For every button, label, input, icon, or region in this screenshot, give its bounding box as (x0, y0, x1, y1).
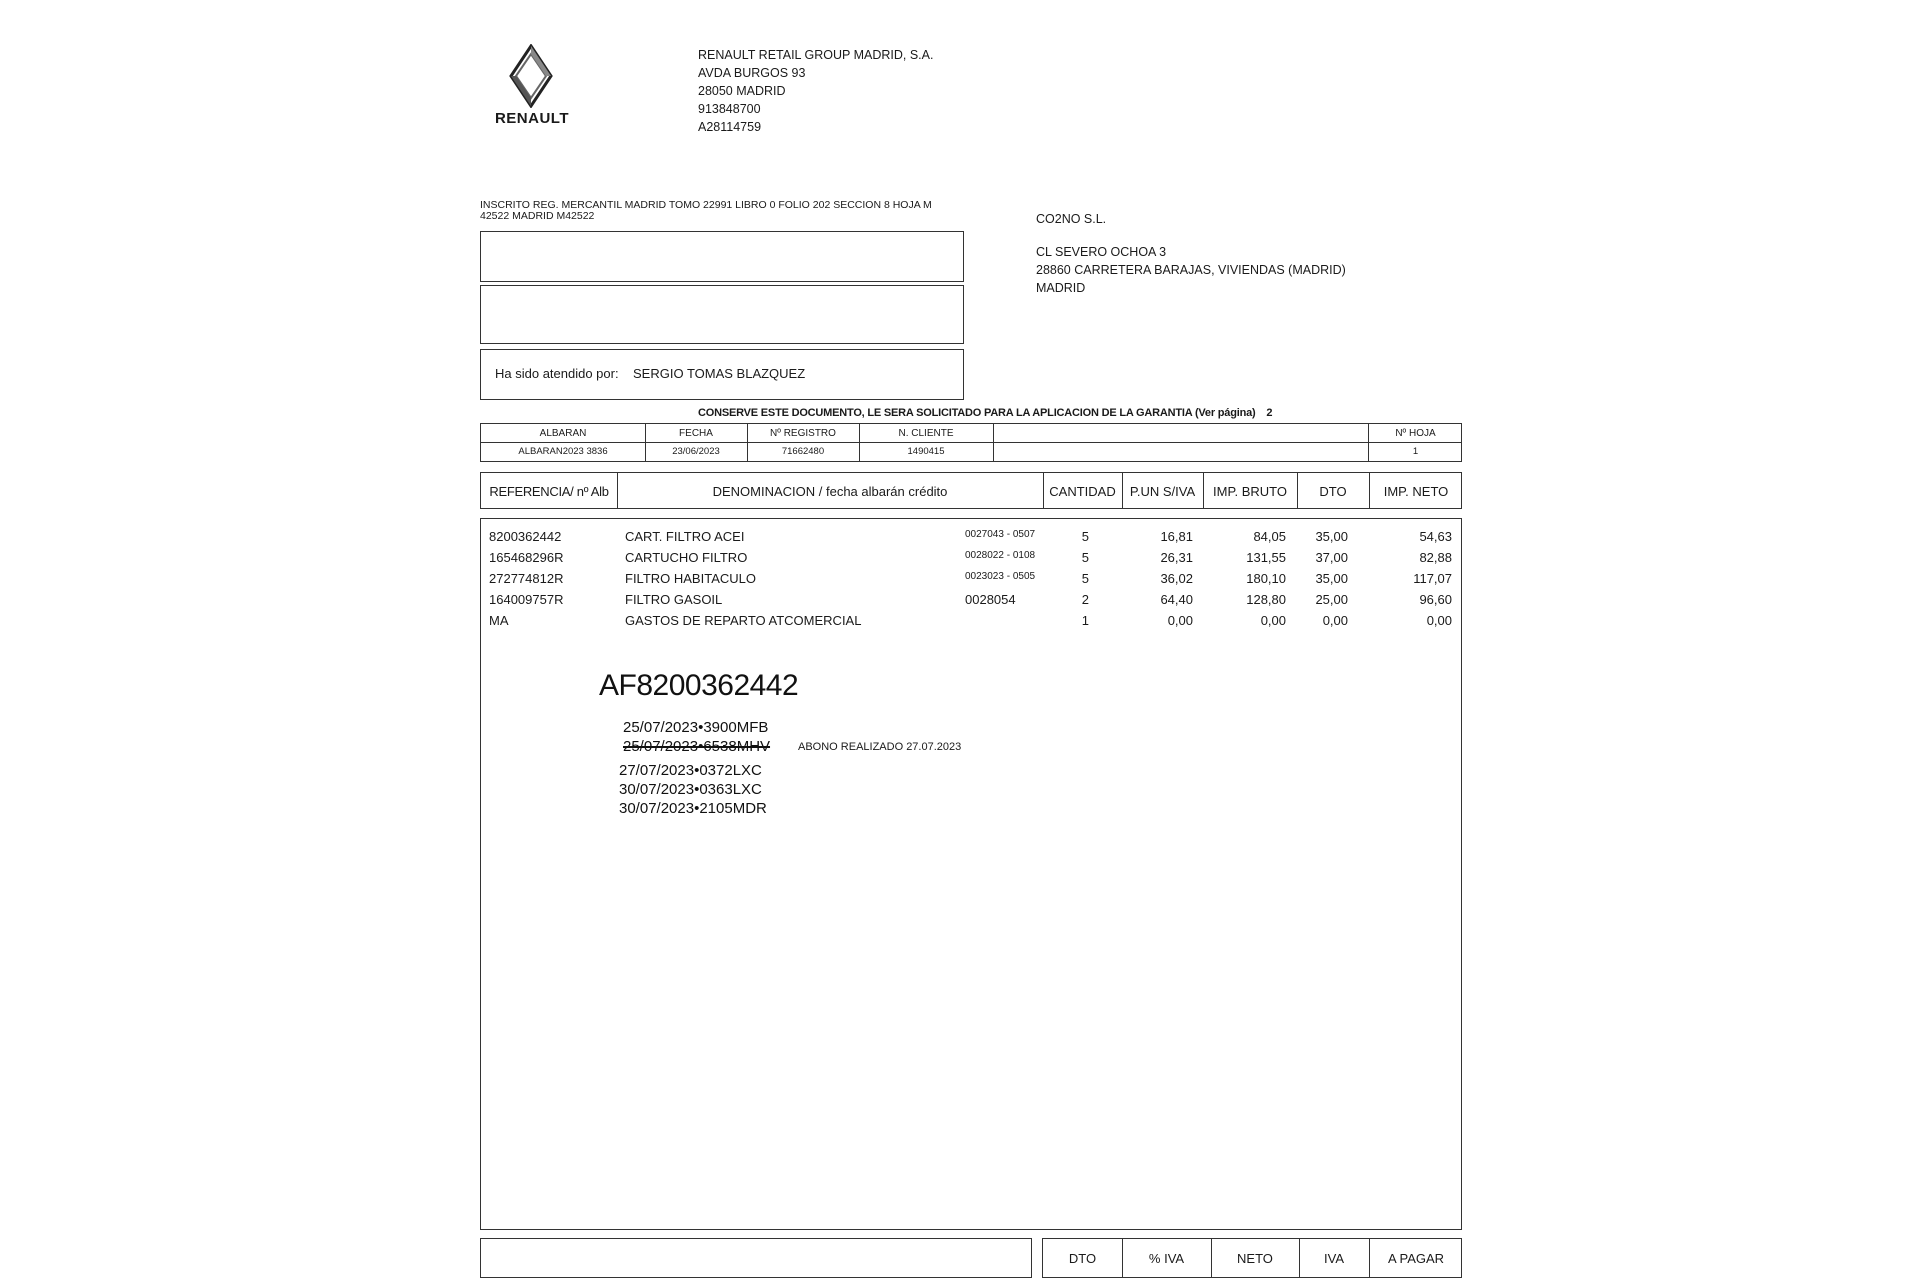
cell-gross: 180,10 (1246, 571, 1286, 586)
cell-gross: 131,55 (1246, 550, 1286, 565)
company-city: 28050 MADRID (698, 84, 786, 98)
cell-gross: 0,00 (1260, 613, 1286, 628)
doc-value-cliente: 1490415 (907, 446, 945, 457)
empty-box-1 (480, 231, 964, 282)
customer-street: CL SEVERO OCHOA 3 (1036, 245, 1167, 259)
attended-box (480, 349, 964, 400)
cell-alb: 0027043 - 0507 (965, 529, 1036, 540)
company-name: RENAULT RETAIL GROUP MADRID, S.A. (698, 48, 934, 62)
cell-disc: 0,00 (1322, 613, 1348, 628)
cell-alb: 0028054 (965, 592, 1016, 607)
customer-name: CO2NO S.L. (1036, 212, 1107, 226)
registry-line-1: INSCRITO REG. MERCANTIL MADRID TOMO 22991 LIBRO 0 FOLIO 202 SECCION 8 HOJA M (480, 199, 932, 211)
col-imp-bruto: IMP. BRUTO (1213, 484, 1287, 499)
notice-page: 2 (1266, 407, 1273, 419)
doc-info-table (480, 423, 1462, 462)
cell-net: 54,63 (1419, 529, 1452, 544)
registry-line-2: 42522 MADRID M42522 (480, 210, 595, 222)
cell-alb: 0023023 - 0505 (965, 571, 1036, 582)
totals-a-pagar: A PAGAR (1387, 1251, 1445, 1266)
cell-net: 0,00 (1426, 613, 1452, 628)
totals-iva-pct: % IVA (1148, 1251, 1185, 1266)
doc-value-fecha: 23/06/2023 (672, 446, 720, 457)
table-row (481, 592, 1461, 613)
col-referencia: REFERENCIA/ nº Alb (489, 484, 609, 499)
doc-header-fecha: FECHA (679, 428, 713, 439)
annotation-heading: AF8200362442 (599, 669, 799, 702)
cell-ref: 164009757R (489, 592, 564, 607)
attended-label: Ha sido atendido por: (495, 366, 619, 381)
cell-qty: 1 (1081, 613, 1089, 628)
col-imp-neto: IMP. NETO (1383, 484, 1449, 499)
cell-price: 0,00 (1167, 613, 1193, 628)
cell-net: 82,88 (1419, 550, 1452, 565)
doc-header-hoja: Nº HOJA (1395, 428, 1436, 439)
annotation-entry-3: 27/07/2023•0372LXC (619, 762, 762, 779)
totals-dto: DTO (1068, 1251, 1097, 1266)
col-cantidad: CANTIDAD (1049, 484, 1116, 499)
cell-price: 16,81 (1160, 529, 1193, 544)
cell-gross: 84,05 (1253, 529, 1286, 544)
cell-ref: 8200362442 (489, 529, 562, 544)
doc-value-albaran: ALBARAN2023 3836 (518, 446, 608, 457)
col-precio: P.UN S/IVA (1129, 484, 1196, 499)
customer-city: 28860 CARRETERA BARAJAS, VIVIENDAS (MADRID) (1036, 263, 1346, 277)
cell-alb: 0028022 - 0108 (965, 550, 1036, 561)
cell-ref: MA (489, 613, 509, 628)
observations-box (480, 1238, 1032, 1278)
cell-qty: 2 (1081, 592, 1089, 607)
empty-box-2 (480, 285, 964, 344)
cell-qty: 5 (1081, 529, 1089, 544)
company-cif: A28114759 (698, 120, 762, 134)
table-row (481, 550, 1461, 571)
col-dto: DTO (1319, 484, 1347, 499)
doc-header-albaran: ALBARAN (539, 428, 587, 439)
notice-text: CONSERVE ESTE DOCUMENTO, LE SERA SOLICITADO PARA LA APLICACION DE LA GARANTIA (Ver página) (698, 407, 1256, 419)
cell-net: 96,60 (1419, 592, 1452, 607)
cell-net: 117,07 (1413, 571, 1452, 586)
cell-disc: 35,00 (1315, 529, 1348, 544)
company-phone: 913848700 (698, 102, 761, 116)
cell-desc: GASTOS DE REPARTO ATCOMERCIAL (625, 613, 862, 628)
abono-note: ABONO REALIZADO 27.07.2023 (798, 741, 962, 753)
doc-value-hoja: 1 (1412, 446, 1419, 457)
cell-disc: 37,00 (1315, 550, 1348, 565)
table-row (481, 529, 1461, 550)
attended-name: SERGIO TOMAS BLAZQUEZ (633, 366, 806, 381)
cell-desc: FILTRO GASOIL (625, 592, 723, 607)
cell-disc: 25,00 (1315, 592, 1348, 607)
annotation-entry-4: 30/07/2023•0363LXC (619, 781, 762, 798)
col-denominacion: DENOMINACION / fecha albarán crédito (712, 484, 948, 499)
company-address: AVDA BURGOS 93 (698, 66, 806, 80)
renault-diamond-icon (496, 44, 566, 108)
table-row (481, 613, 1461, 634)
lines-table-body (480, 518, 1462, 1230)
guarantee-notice (698, 407, 1272, 419)
cell-ref: 272774812R (489, 571, 564, 586)
doc-value-registro: 71662480 (781, 446, 825, 457)
cell-price: 26,31 (1160, 550, 1193, 565)
totals-neto: NETO (1237, 1251, 1273, 1266)
doc-header-cliente: N. CLIENTE (898, 428, 954, 439)
annotation-entry-2: 25/07/2023•6538MHV (623, 738, 771, 755)
cell-qty: 5 (1081, 550, 1089, 565)
annotation-entry-5: 30/07/2023•2105MDR (619, 800, 767, 817)
totals-iva: IVA (1324, 1251, 1344, 1266)
cell-ref: 165468296R (489, 550, 564, 565)
cell-disc: 35,00 (1315, 571, 1348, 586)
brand-name: RENAULT (494, 110, 570, 127)
table-row (481, 571, 1461, 592)
cell-price: 36,02 (1160, 571, 1193, 586)
totals-table (1042, 1238, 1462, 1278)
annotation-entry-1: 25/07/2023•3900MFB (623, 719, 769, 736)
renault-logo (494, 44, 570, 127)
cell-desc: CART. FILTRO ACEI (625, 529, 745, 544)
cell-desc: FILTRO HABITACULO (625, 571, 756, 586)
customer-province: MADRID (1036, 281, 1086, 295)
lines-table-header (480, 472, 1462, 509)
cell-gross: 128,80 (1246, 592, 1286, 607)
doc-header-registro: Nº REGISTRO (770, 428, 836, 439)
cell-desc: CARTUCHO FILTRO (625, 550, 748, 565)
cell-price: 64,40 (1160, 592, 1193, 607)
cell-qty: 5 (1081, 571, 1089, 586)
